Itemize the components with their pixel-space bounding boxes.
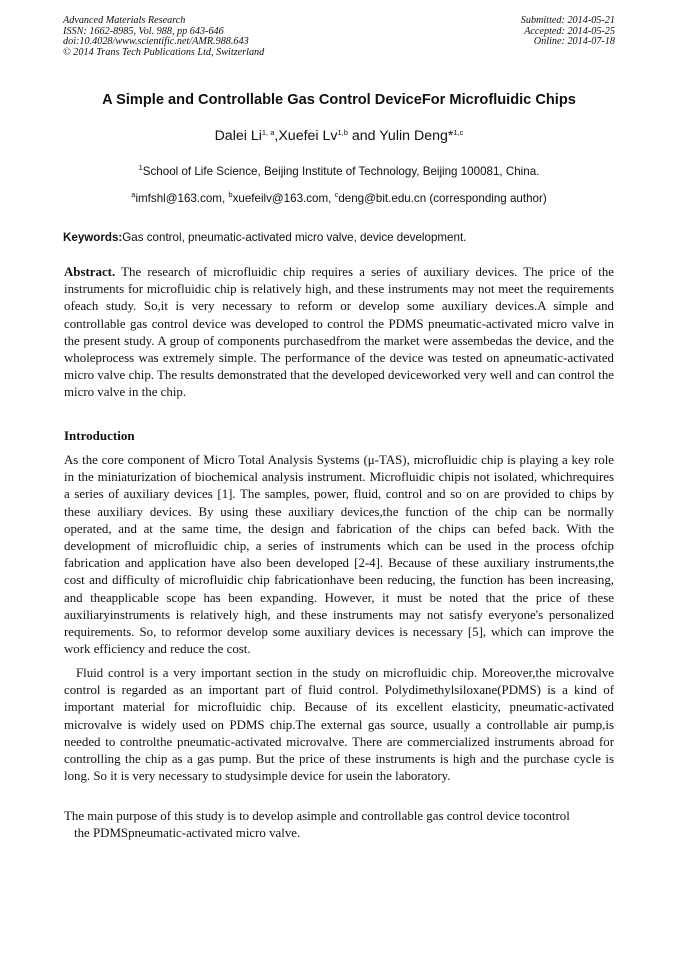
affiliation-superscript: 1 xyxy=(138,163,143,172)
intro-paragraph-1: As the core component of Micro Total Analysis Systems (μ-TAS), microfluidic chip is playing a key role in the miniaturization of biochemical analysis instrument. Microfluidic chipis not isolated, whichrequires a series of auxiliary devices [1]. The samples, power, fluid, control and so on are provided to chips by these auxiliary devices. By using these auxiliary devices,the function of the chip can be normally operated, and at the same time, the design and fabrication of the chips can befed back. With the development of microfluidic chip, a series of instruments which can be used in the process ofchip fabrication and application have also been developed [2-4]. Because of these auxiliary instruments,the cost and difficulty of microfluidic chip fabricationhave been reducing, the function has been increasing, and theapplicable scope has been expanding. However, it must be noted that the price of these auxiliaryinstruments is relatively high, and these instruments may not satisfy everyone's personalized requirements. So, to reformor develop some auxiliary devices is necessary [5], which can improve the work efficiency and reduce the cost. xyxy=(64,453,614,657)
paragraph-line: The main purpose of this study is to develop asimple and controllable gas control device tocontrol xyxy=(64,809,570,823)
keywords-text: Gas control, pneumatic-activated micro valve, device development. xyxy=(122,231,467,244)
paper-title: A Simple and Controllable Gas Control DeviceFor Microfluidic Chips xyxy=(102,92,576,108)
email-superscript: b xyxy=(228,190,233,199)
email-text: imfshl@163.com, xyxy=(135,192,229,205)
author-name: Dalei Li xyxy=(214,128,262,144)
issn-line: ISSN: 1662-8985, Vol. 988, pp 643-646 xyxy=(63,25,224,37)
email-text: deng@bit.edu.cn (corresponding author) xyxy=(338,192,547,205)
author-name: ,Xuefei Lv xyxy=(274,128,338,144)
author-superscript: 1,b xyxy=(337,128,348,137)
keywords-label: Keywords: xyxy=(63,231,123,244)
abstract xyxy=(64,264,614,402)
author-name: and Yulin Deng* xyxy=(347,128,454,144)
intro-paragraph-3 xyxy=(64,808,614,842)
intro-paragraph-2: Fluid control is a very important section in the study on microfluidic chip. Moreover,the microvalve control is regarded as an important part of fluid control. Polydimethylsiloxane(PDMS) is a kind of important material for microfluidic chip. Because of its excellent elasticity, pneumatic-activated microvalve is widely used on PDMS chip.The external gas source, usually a controllable air pump,is needed to controlthe pneumatic-activated microvalve. There are commercialized instruments abroad for controlling the chip as a gas pump. But the price of these instruments is high and the purchase cycle is long. So it is very necessary to studysimple device for usein the laboratory. xyxy=(64,666,614,784)
abstract-label: Abstract. xyxy=(64,265,116,279)
author-superscript: 1,c xyxy=(453,128,464,137)
journal-info xyxy=(63,16,264,58)
affiliation-text: School of Life Science, Beijing Institute of Technology, Beijing 100081, China. xyxy=(142,165,540,178)
submitted-date: Submitted: 2014-05-21 xyxy=(520,15,615,26)
paragraph-line: the PDMSpneumatic-activated micro valve. xyxy=(74,826,301,841)
accepted-date: Accepted: 2014-05-25 xyxy=(524,25,615,37)
email-superscript: c xyxy=(334,190,339,199)
author-list xyxy=(40,128,638,144)
journal-name: Advanced Materials Research xyxy=(63,15,186,26)
abstract-text: The research of microfluidic chip requires a series of auxiliary devices. The price of the instruments for microfluidic chip is relatively high, and these instruments may not meet the requirements ofeach study. So,it is very necessary to reform or develop some auxiliary devices.A simple and controllable gas control device was developed to control the PDMS pneumatic-activated micro valve in the present study. A group of components purchasedfrom the market were assembedas the device, and the wholeprocess was extremely simple. The performance of the device was tested on apneumatic-activated micro valve chip. The results demonstrated that the developed deviceworked very well and can control the micro valve in the chip. xyxy=(64,265,614,400)
email-superscript: a xyxy=(131,190,136,199)
author-emails xyxy=(40,192,638,205)
email-text: xuefeilv@163.com, xyxy=(232,192,335,205)
online-date: Online: 2014-07-18 xyxy=(533,36,615,48)
keywords xyxy=(63,231,615,244)
copyright-line: © 2014 Trans Tech Publications Ltd, Switzerland xyxy=(63,46,265,58)
introduction-heading: Introduction xyxy=(64,428,135,443)
doi-line: doi:10.4028/www.scientific.net/AMR.988.643 xyxy=(63,36,249,48)
publication-dates xyxy=(521,16,615,48)
author-superscript: 1, a xyxy=(261,128,275,137)
affiliation xyxy=(40,165,638,178)
